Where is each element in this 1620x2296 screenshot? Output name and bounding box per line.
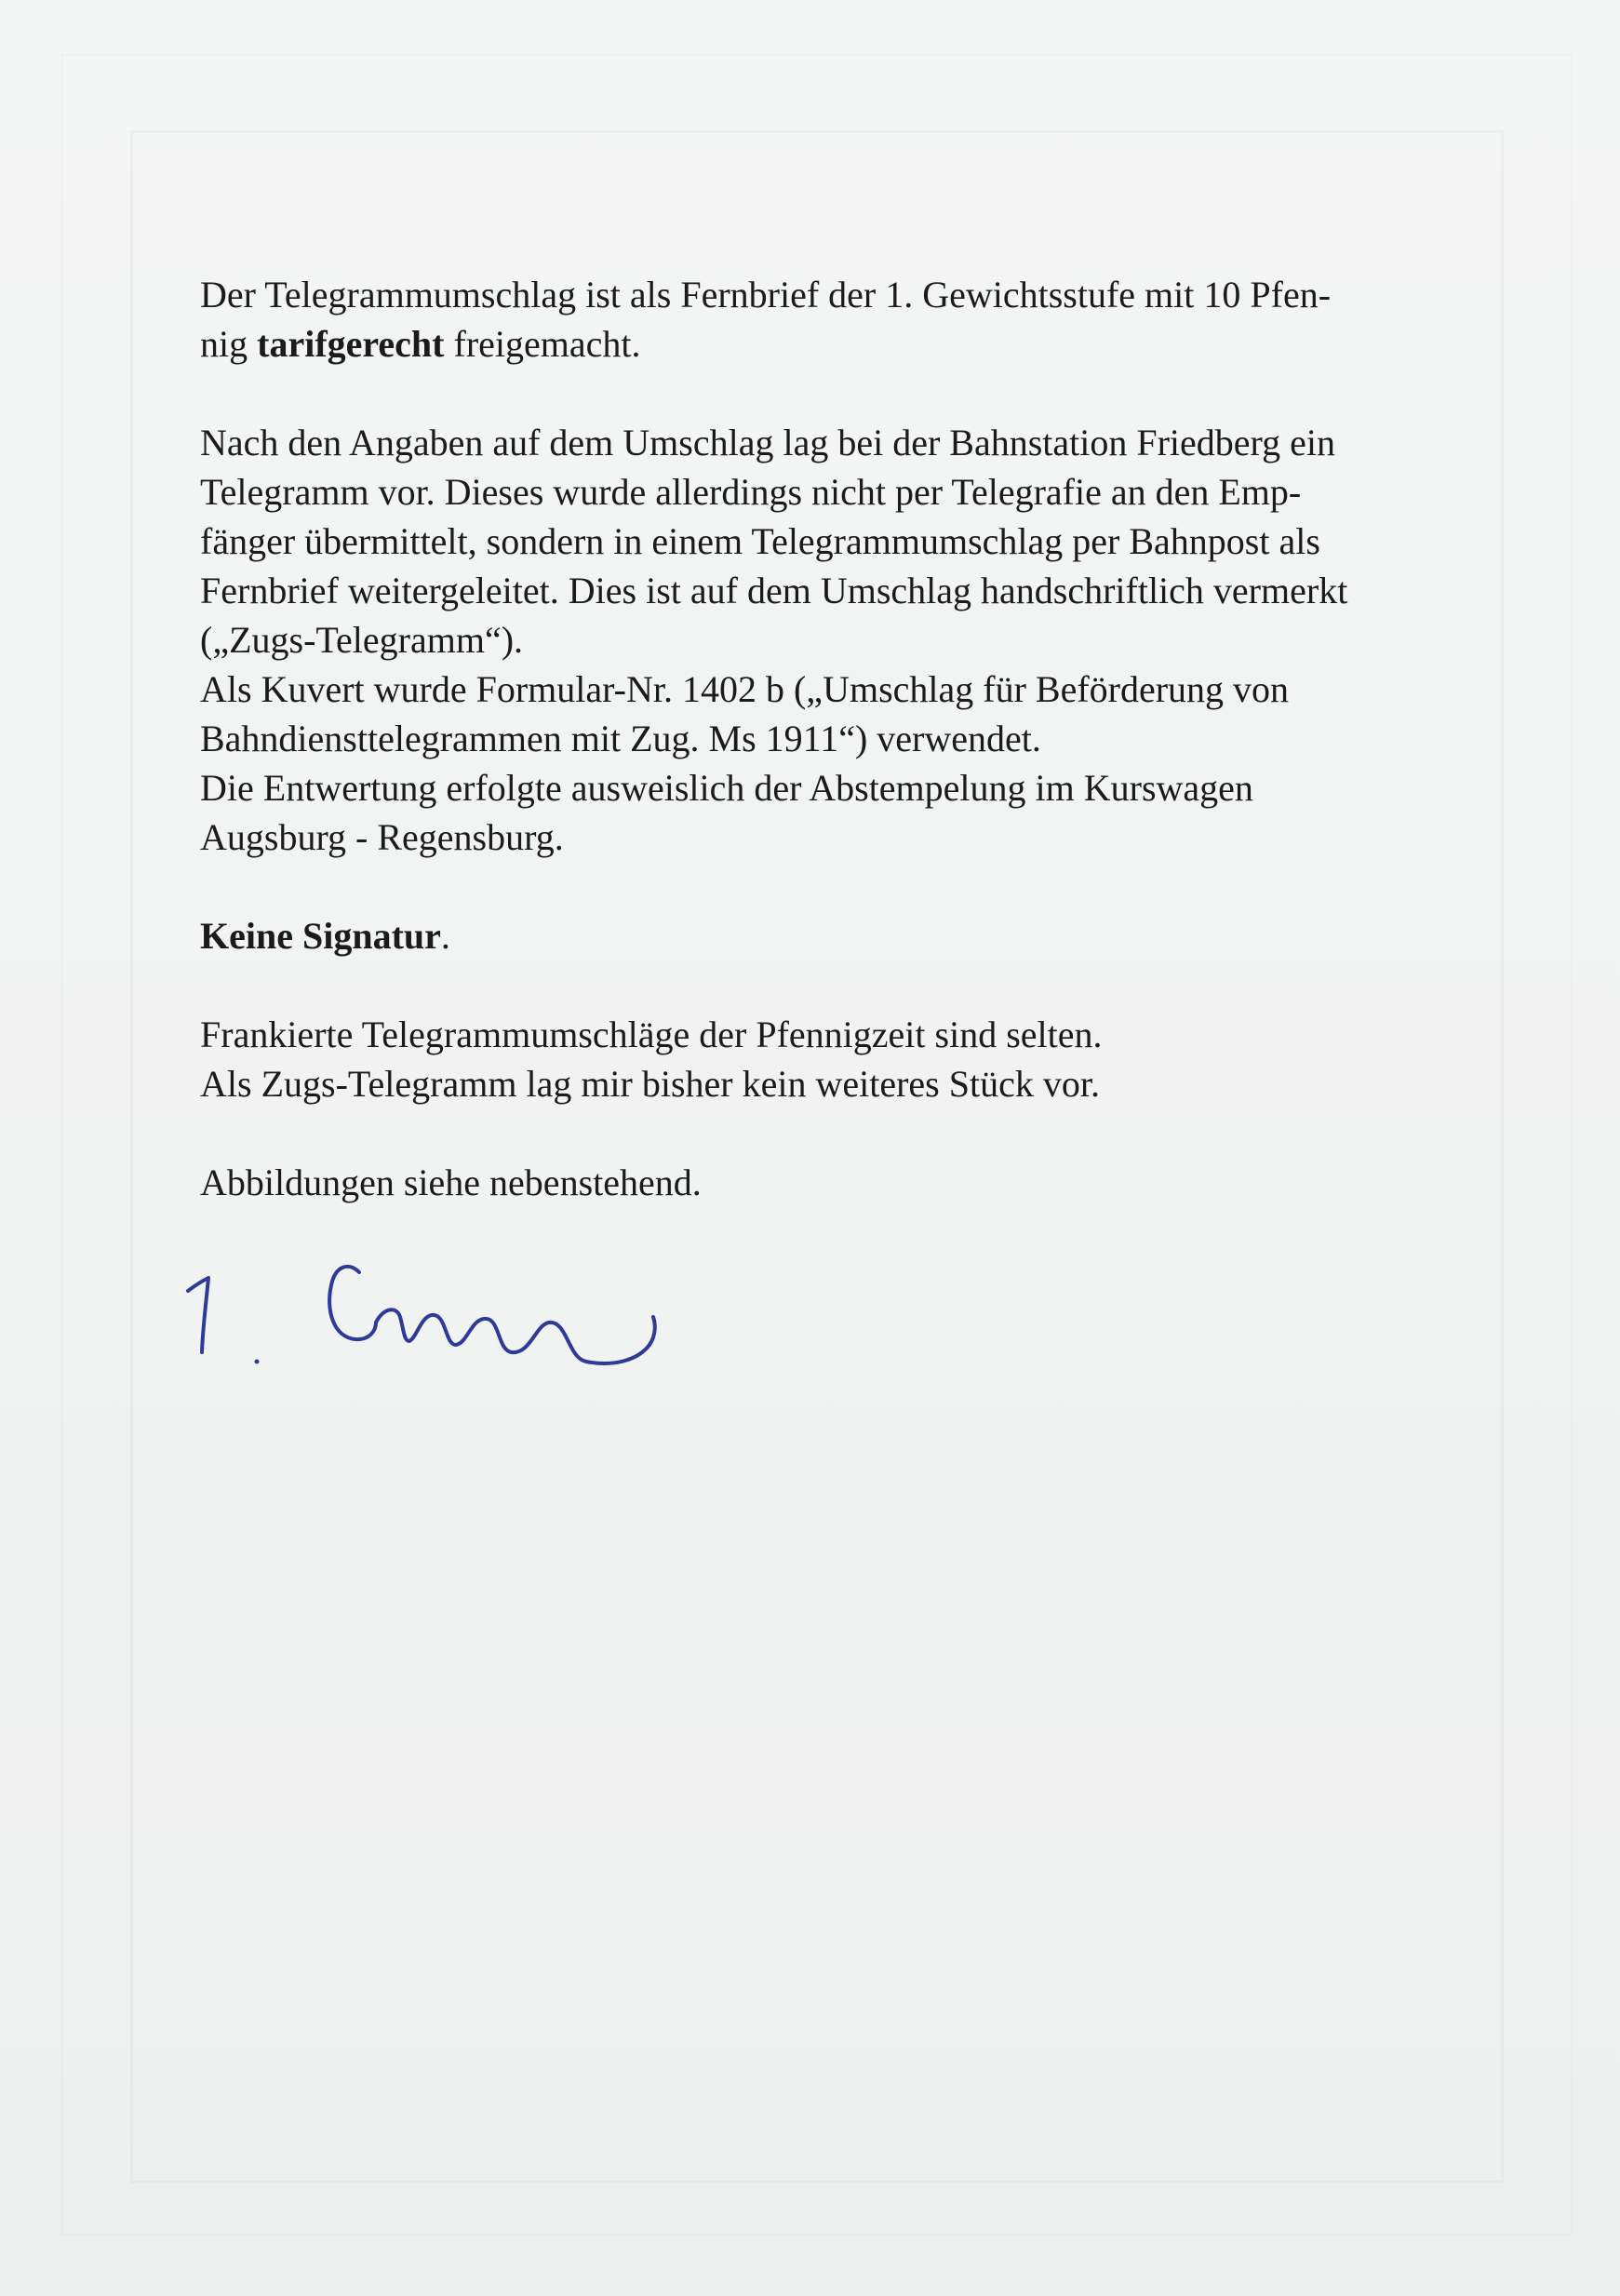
text-fragment: nig: [200, 323, 258, 365]
text-line: Nach den Angaben auf dem Umschlag lag bei der Bahnstation Friedberg ein: [200, 422, 1336, 463]
text-line: fänger übermittelt, sondern in einem Telegrammumschlag per Bahnpost als: [200, 520, 1320, 562]
text-fragment: freigemacht.: [444, 323, 641, 365]
bold-term-keine-signatur: Keine Signatur: [200, 915, 441, 957]
text-fragment: .: [440, 915, 450, 957]
bold-term-tarifgerecht: tarifgerecht: [257, 323, 445, 365]
text-line: Frankierte Telegrammumschläge der Pfennigzeit sind selten.: [200, 1014, 1103, 1055]
text-line: [200, 319, 1531, 369]
document-body: [200, 270, 1531, 1256]
text-line: Als Zugs-Telegramm lag mir bisher kein weiteres Stück vor.: [200, 1063, 1100, 1105]
text-line: [200, 911, 1531, 960]
paragraph-rarity: [200, 1010, 1531, 1108]
paragraph-illustrations: [200, 1158, 1531, 1207]
text-line: Augsburg - Regensburg.: [200, 816, 564, 858]
paragraph-postage-rate: [200, 270, 1531, 369]
text-line: Die Entwertung erfolgte ausweislich der Abstempelung im Kurswagen: [200, 767, 1253, 809]
text-line: Bahndiensttelegrammen mit Zug. Ms 1911“) verwendet.: [200, 718, 1041, 759]
text-line: Fernbrief weitergeleitet. Dies ist auf dem Umschlag handschriftlich vermerkt: [200, 570, 1348, 611]
text-line: Abbildungen siehe nebenstehend.: [200, 1161, 702, 1203]
text-line: Als Kuvert wurde Formular-Nr. 1402 b („Umschlag für Beförderung von: [200, 668, 1290, 710]
text-line: („Zugs-Telegramm“).: [200, 619, 524, 661]
text-line: Telegramm vor. Dieses wurde allerdings nicht per Telegrafie an den Emp-: [200, 471, 1302, 513]
text-line: Der Telegrammumschlag ist als Fernbrief der 1. Gewichtsstufe mit 10 Pfen-: [200, 274, 1332, 316]
paragraph-signature-note: [200, 911, 1531, 960]
paragraph-description: [200, 418, 1531, 862]
handwritten-signature: [177, 1252, 772, 1391]
